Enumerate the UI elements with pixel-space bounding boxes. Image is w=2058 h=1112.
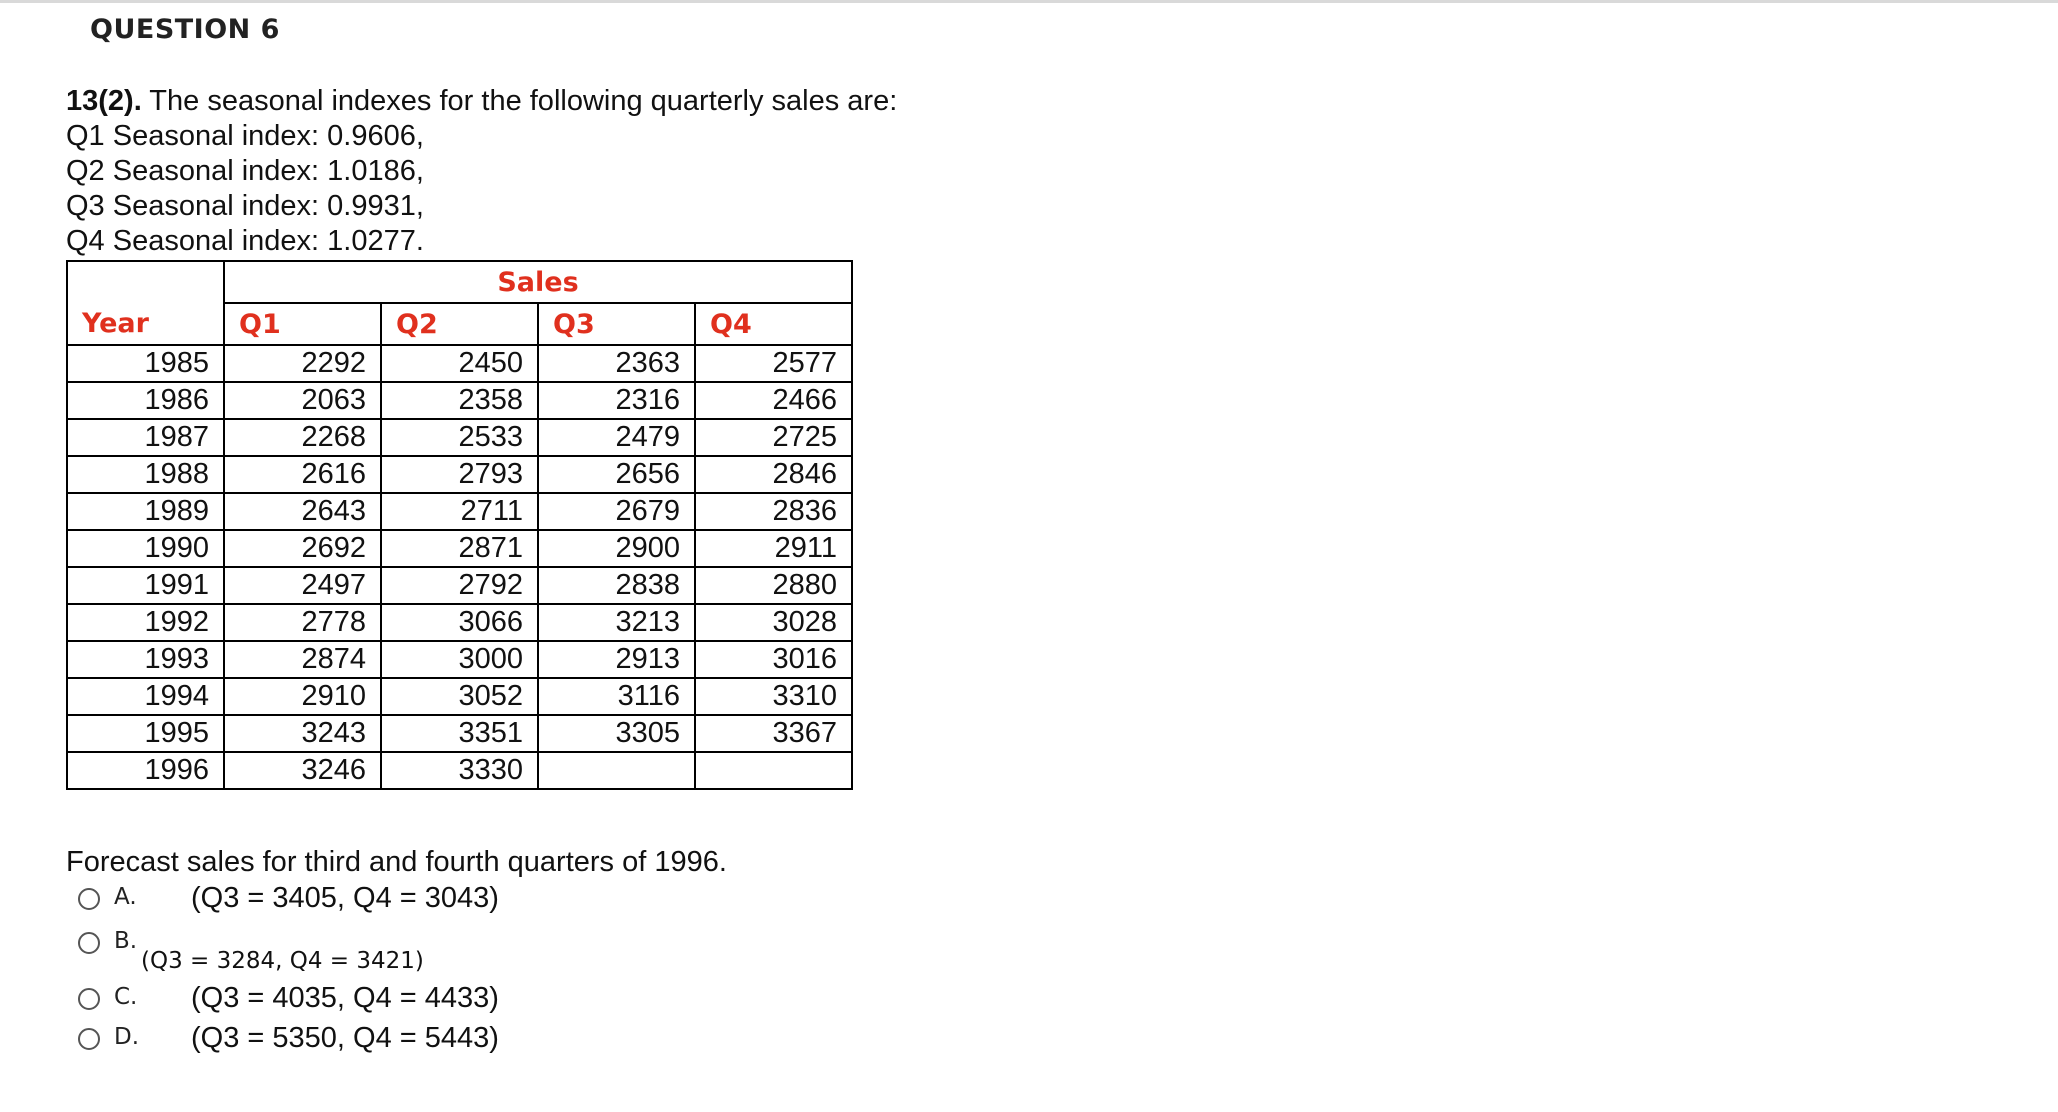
q4-sales-cell: 2846 [695,456,852,493]
q4-header: Q4 [695,303,852,345]
option-c-text: (Q3 = 4035, Q4 = 4433) [191,982,499,1014]
q4-sales-cell [695,752,852,789]
sales-group-header: Sales [224,261,852,303]
q4-sales-cell: 2911 [695,530,852,567]
year-cell: 1992 [67,604,224,641]
year-cell: 1986 [67,382,224,419]
year-cell: 1989 [67,493,224,530]
q3-sales-cell: 3213 [538,604,695,641]
forecast-prompt: Forecast sales for third and fourth quarters of 1996. [66,846,727,878]
q3-sales-cell: 3116 [538,678,695,715]
option-b-letter: B. [114,928,138,954]
q4-sales-cell: 3310 [695,678,852,715]
option-b-text: (Q3 = 3284, Q4 = 3421) [141,948,424,974]
sales-table-body [67,261,852,789]
table-row [67,715,852,752]
q1-sales-cell: 2910 [224,678,381,715]
q2-sales-cell: 2450 [381,345,538,382]
q2-sales-cell: 2793 [381,456,538,493]
q2-sales-cell: 2871 [381,530,538,567]
seasonal-index-q4: Q4 Seasonal index: 1.0277. [66,225,424,257]
q2-sales-cell: 3052 [381,678,538,715]
q2-sales-cell: 3000 [381,641,538,678]
q2-sales-cell: 2358 [381,382,538,419]
q4-sales-cell: 3028 [695,604,852,641]
q1-sales-cell: 3243 [224,715,381,752]
q3-sales-cell: 2900 [538,530,695,567]
q4-sales-cell: 3367 [695,715,852,752]
problem-intro-line [66,84,897,119]
q1-sales-cell: 2268 [224,419,381,456]
option-a-text: (Q3 = 3405, Q4 = 3043) [191,882,499,914]
table-row [67,752,852,789]
q1-sales-cell: 2063 [224,382,381,419]
table-row [67,456,852,493]
year-cell: 1985 [67,345,224,382]
q1-sales-cell: 2692 [224,530,381,567]
q2-header: Q2 [381,303,538,345]
year-cell: 1988 [67,456,224,493]
q2-sales-cell: 2711 [381,493,538,530]
option-a-letter: A. [114,884,137,910]
year-cell: 1993 [67,641,224,678]
sales-table [66,260,853,790]
question-label: QUESTION 6 [90,14,280,45]
q3-sales-cell: 2479 [538,419,695,456]
option-c-letter: C. [114,984,138,1010]
blank-corner-cell [67,261,224,303]
table-row [67,678,852,715]
table-row [67,567,852,604]
q1-sales-cell: 3246 [224,752,381,789]
q4-sales-cell: 2577 [695,345,852,382]
q1-sales-cell: 2778 [224,604,381,641]
q3-header: Q3 [538,303,695,345]
q1-sales-cell: 2497 [224,567,381,604]
q3-sales-cell [538,752,695,789]
top-divider [0,0,2058,3]
q2-sales-cell: 3330 [381,752,538,789]
seasonal-index-q2: Q2 Seasonal index: 1.0186, [66,155,424,187]
problem-number: 13(2). [66,85,142,117]
table-row [67,419,852,456]
seasonal-index-q3: Q3 Seasonal index: 0.9931, [66,190,424,222]
q4-sales-cell: 2725 [695,419,852,456]
q2-sales-cell: 2792 [381,567,538,604]
group-header-row [67,261,852,303]
year-cell: 1987 [67,419,224,456]
table-row [67,345,852,382]
q1-sales-cell: 2616 [224,456,381,493]
option-d-letter: D. [114,1024,140,1050]
q3-sales-cell: 2656 [538,456,695,493]
option-c-radio[interactable] [78,988,100,1010]
q4-sales-cell: 2466 [695,382,852,419]
q1-sales-cell: 2643 [224,493,381,530]
year-cell: 1991 [67,567,224,604]
q3-sales-cell: 2679 [538,493,695,530]
table-row [67,493,852,530]
option-d-radio[interactable] [78,1028,100,1050]
table-row [67,530,852,567]
option-b-radio[interactable] [78,932,100,954]
q4-sales-cell: 2836 [695,493,852,530]
column-header-row [67,303,852,345]
q2-sales-cell: 3066 [381,604,538,641]
problem-intro: The seasonal indexes for the following quarterly sales are: [141,85,898,117]
option-a-radio[interactable] [78,888,100,910]
q1-sales-cell: 2874 [224,641,381,678]
problem-statement [66,84,897,259]
q3-sales-cell: 2838 [538,567,695,604]
table-row [67,641,852,678]
q1-header: Q1 [224,303,381,345]
option-d-text: (Q3 = 5350, Q4 = 5443) [191,1022,499,1054]
year-cell: 1995 [67,715,224,752]
year-cell: 1994 [67,678,224,715]
table-row [67,382,852,419]
q3-sales-cell: 2316 [538,382,695,419]
year-cell: 1990 [67,530,224,567]
q3-sales-cell: 2363 [538,345,695,382]
year-header: Year [67,303,224,345]
q4-sales-cell: 2880 [695,567,852,604]
q3-sales-cell: 3305 [538,715,695,752]
seasonal-index-q1: Q1 Seasonal index: 0.9606, [66,120,424,152]
q4-sales-cell: 3016 [695,641,852,678]
q3-sales-cell: 2913 [538,641,695,678]
q2-sales-cell: 2533 [381,419,538,456]
q2-sales-cell: 3351 [381,715,538,752]
q1-sales-cell: 2292 [224,345,381,382]
table-row [67,604,852,641]
year-cell: 1996 [67,752,224,789]
